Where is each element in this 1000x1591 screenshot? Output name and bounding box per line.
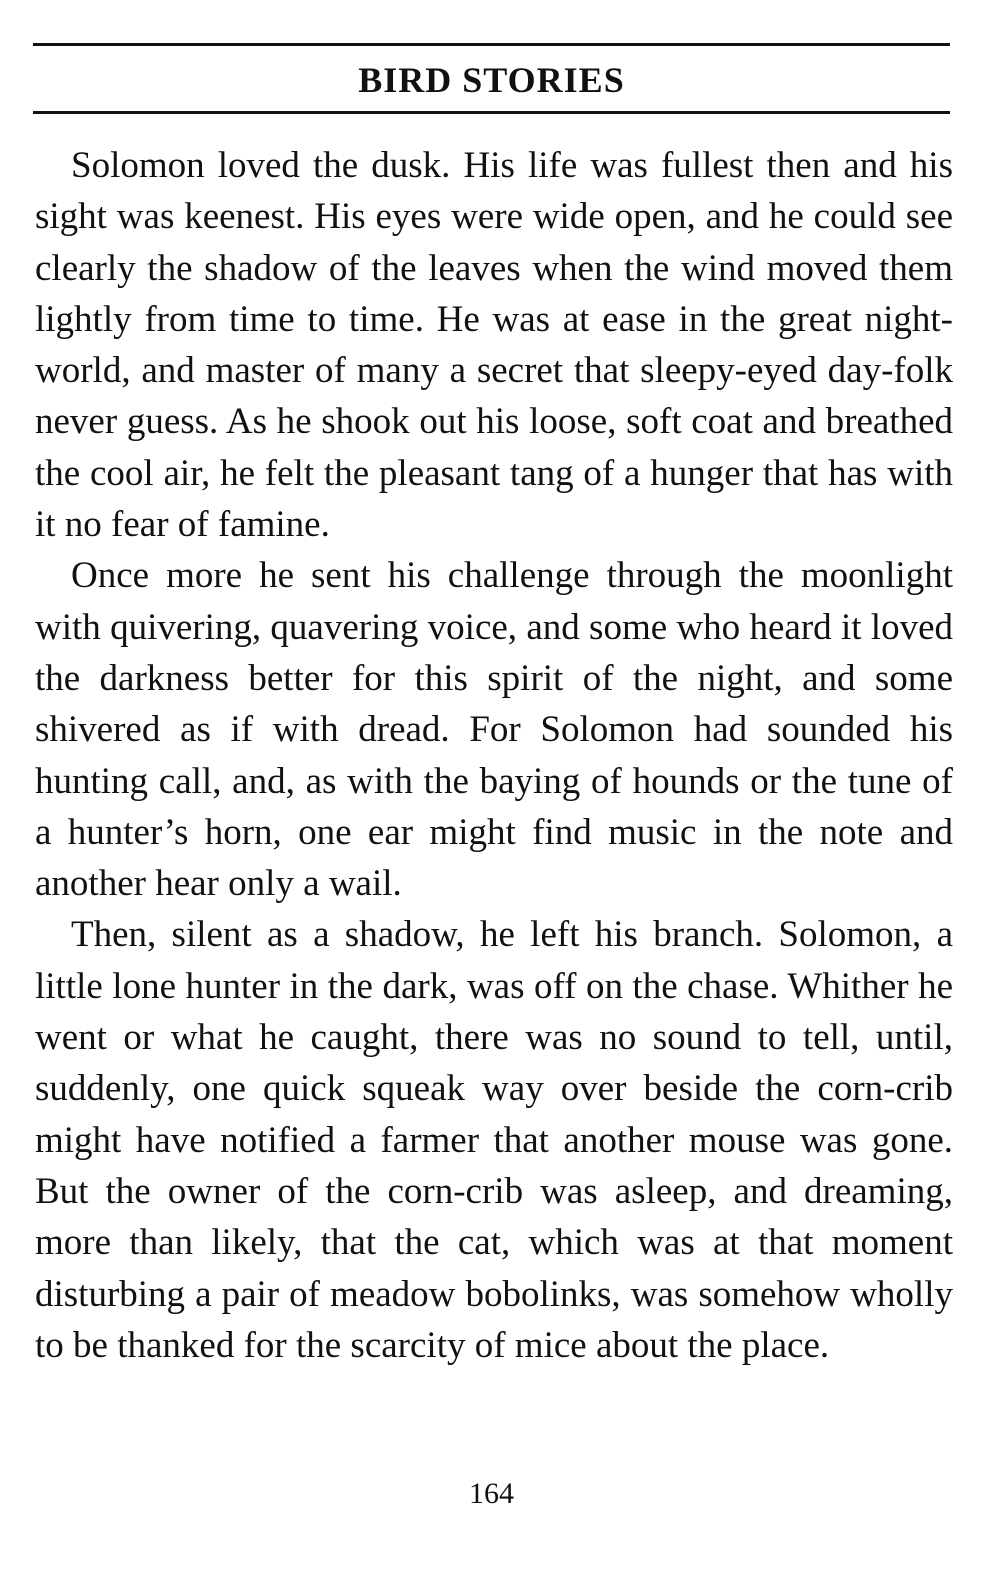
running-head-title: BIRD STORIES — [358, 60, 625, 100]
body-text — [35, 140, 953, 1371]
header-rule-bottom — [33, 111, 950, 114]
header-rule-top — [33, 43, 950, 46]
page-number: 164 — [469, 1477, 514, 1510]
paragraph-1: Solomon loved the dusk. His life was fullest then and his sight was keenest. His eyes were wide open, and he could see clearly the shadow of the leaves when the wind moved them lightly from time to time. He was at ease in the great night-world, and master of many a secret that sleepy-eyed day-folk never guess. As he shook out his loose, soft coat and breathed the cool air, he felt the pleasant tang of a hunger that has with it no fear of famine. — [35, 145, 953, 546]
paragraph-2: Once more he sent his challenge through the moonlight with quivering, quavering voice, and some who heard it loved the darkness better for this spirit of the night, and some shivered as if with dread. For Solomon had sounded his hunting call, and, as with the baying of hounds or the tune of a hunter’s horn, one ear might find music in the note and another hear only a wail. — [35, 555, 953, 905]
paragraph-3: Then, silent as a shadow, he left his branch. Solomon, a little lone hunter in the dark, was off on the chase. Whither he went or what he caught, there was no sound to tell, until, suddenly, one quick squeak way over beside the corn-crib might have notified a farmer that another mouse was gone. But the owner of the corn-crib was asleep, and dreaming, more than likely, that the cat, which was at that moment disturbing a pair of meadow bobolinks, was somehow wholly to be thanked for the scarcity of mice about the place. — [35, 914, 953, 1366]
